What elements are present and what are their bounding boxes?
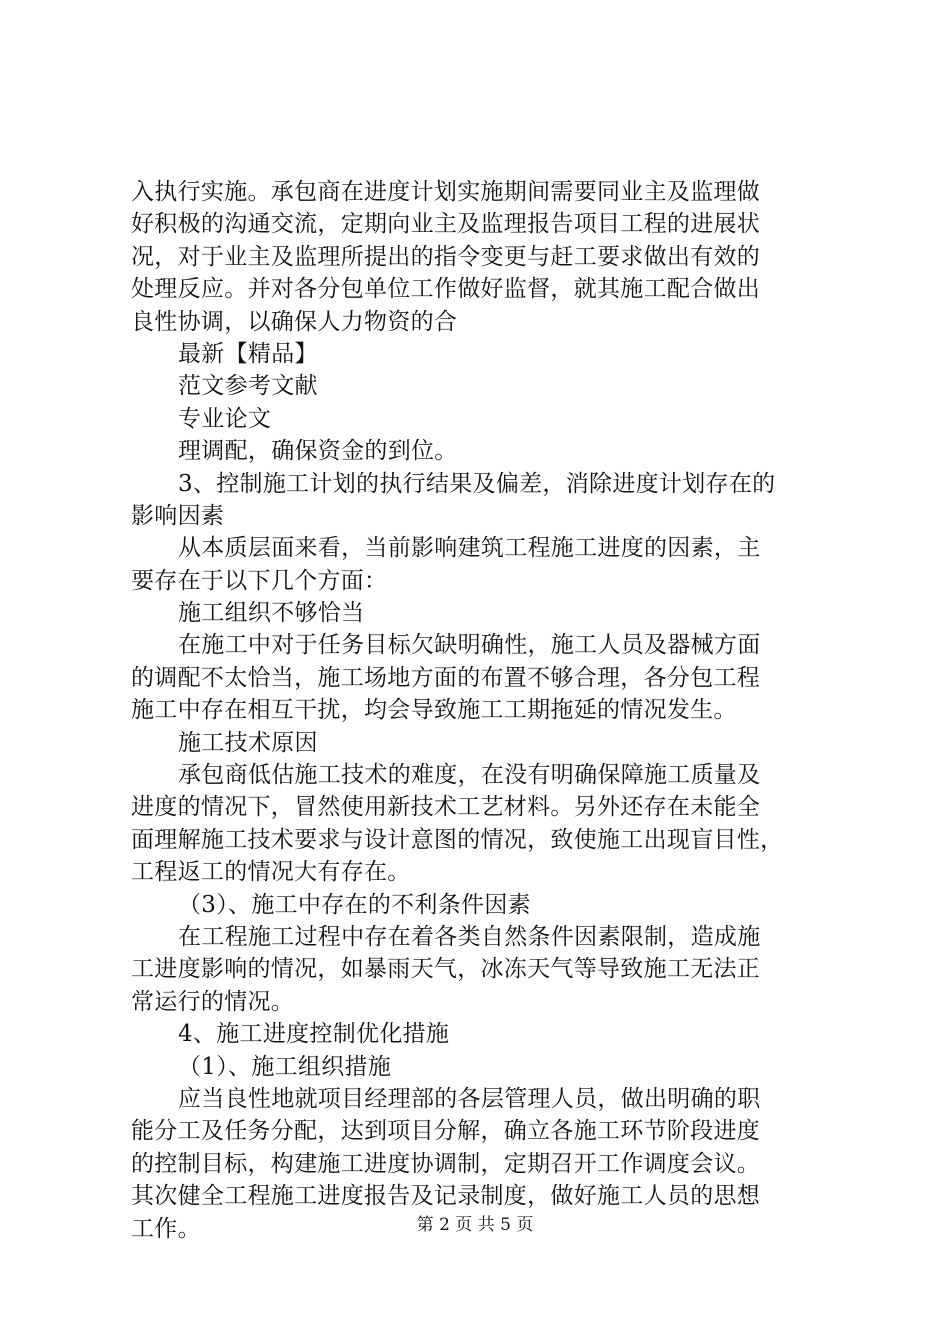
text-line: 常运行的情况。 [131, 988, 295, 1015]
text-line: 入执行实施。承包商在进度计划实施期间需要同业主及监理做 [131, 179, 761, 205]
text-line: 工进度影响的情况，如暴雨天气，冰冻天气等导致施工无法正 [131, 956, 761, 983]
text-line: 专业论文 [178, 405, 272, 432]
text-line: 3、控制施工计划的执行结果及偏差，消除进度计划存在的 [178, 470, 776, 497]
text-line: 范文参考文献 [178, 373, 318, 400]
text-line: 4、施工进度控制优化措施 [178, 1021, 450, 1048]
text-line: 能分工及任务分配，达到项目分解，确立各施工环节阶段进度 [131, 1118, 761, 1145]
text-line: 影响因素 [131, 502, 225, 529]
document-body [131, 176, 831, 1245]
text-line: 良性协调，以确保人力物资的合 [131, 308, 458, 335]
text-line: （3）、施工中存在的不利条件因素 [178, 891, 531, 918]
text-line: 处理反应。并对各分包单位工作做好监督，就其施工配合做出 [131, 276, 761, 303]
text-line: 要存在于以下几个方面： [131, 567, 388, 594]
text-line: 理调配，确保资金的到位。 [178, 438, 458, 465]
text-line: 面理解施工技术要求与设计意图的情况，致使施工出现盲目性， [131, 826, 784, 853]
text-line: 的控制目标，构建施工进度协调制，定期召开工作调度会议。 [131, 1150, 761, 1177]
text-line: （1）、施工组织措施 [178, 1053, 392, 1080]
text-line: 施工中存在相互干扰，均会导致施工工期拖延的情况发生。 [131, 697, 737, 724]
page-footer: 第 2 页 共 5 页 [416, 1215, 534, 1235]
text-line: 最新【精品】 [178, 340, 318, 367]
text-line: 工作。 [131, 1215, 201, 1242]
text-line: 应当良性地就项目经理部的各层管理人员，做出明确的职 [178, 1085, 761, 1112]
text-line: 施工技术原因 [178, 729, 318, 756]
text-line: 进度的情况下，冒然使用新技术工艺材料。另外还存在未能全 [131, 794, 761, 821]
text-line: 工程返工的情况大有存在。 [131, 859, 411, 886]
text-line: 其次健全工程施工进度报告及记录制度，做好施工人员的思想 [131, 1183, 761, 1210]
text-line: 从本质层面来看，当前影响建筑工程施工进度的因素，主 [178, 535, 761, 562]
text-line: 在工程施工过程中存在着各类自然条件因素限制，造成施 [178, 923, 761, 950]
text-line: 承包商低估施工技术的难度，在没有明确保障施工质量及 [178, 762, 761, 789]
text-line: 的调配不太恰当，施工场地方面的布置不够合理，各分包工程 [131, 664, 761, 691]
text-line: 好积极的沟通交流，定期向业主及监理报告项目工程的进展状 [131, 211, 761, 238]
text-line: 况，对于业主及监理所提出的指令变更与赶工要求做出有效的 [131, 243, 761, 270]
text-line: 施工组织不够恰当 [178, 600, 365, 627]
text-line: 在施工中对于任务目标欠缺明确性，施工人员及器械方面 [178, 632, 761, 659]
